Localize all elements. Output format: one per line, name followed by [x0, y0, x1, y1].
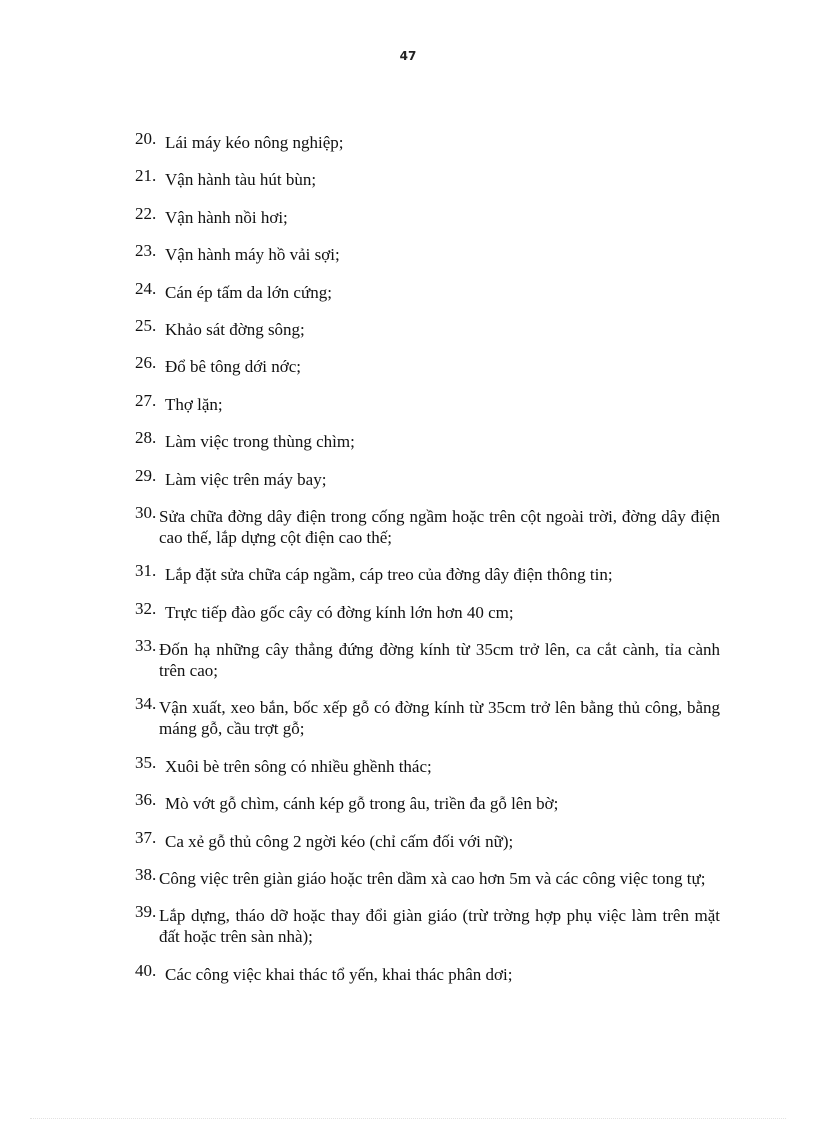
item-text: Đốn hạ những cây thẳng đứng đờng kính từ 35cm trở lên, ca cắt cành, tỉa cành trên cao;	[159, 640, 720, 681]
item-text: Ca xẻ gỗ thủ công 2 ngời kéo (chỉ cấm đối với nữ);	[165, 831, 514, 851]
list-item	[135, 315, 720, 340]
numbered-list	[135, 129, 720, 1001]
item-number: 27.	[135, 390, 157, 410]
list-item	[135, 865, 720, 889]
list-item	[135, 203, 720, 228]
list-item	[135, 428, 720, 452]
page-bottom-divider	[30, 1118, 786, 1119]
list-item	[135, 752, 720, 777]
item-number: 28.	[135, 428, 157, 448]
list-item	[135, 129, 720, 153]
item-number: 26.	[135, 353, 157, 373]
list-item	[135, 353, 720, 377]
item-number: 32.	[135, 598, 157, 618]
list-item	[135, 465, 720, 490]
item-number: 34.	[135, 694, 157, 714]
item-text: Vận hành máy hồ vải sợi;	[165, 245, 340, 265]
list-item	[135, 902, 720, 947]
item-number: 36.	[135, 790, 157, 810]
list-item	[135, 636, 720, 681]
item-text: Xuôi bè trên sông có nhiều ghềnh thác;	[165, 756, 432, 776]
item-text: Vận hành nồi hơi;	[165, 207, 288, 227]
list-item	[135, 241, 720, 265]
list-item	[135, 502, 720, 548]
item-text: Thợ lặn;	[165, 394, 223, 414]
item-text: Lắp đặt sửa chữa cáp ngầm, cáp treo của đờng dây điện thông tin;	[165, 565, 613, 585]
item-text: Trực tiếp đào gốc cây có đờng kính lớn hơn 40 cm;	[165, 602, 514, 622]
item-number: 24.	[135, 278, 157, 298]
item-number: 35.	[135, 752, 157, 772]
item-number: 40.	[135, 960, 157, 980]
item-text: Vận xuất, xeo bắn, bốc xếp gỗ có đờng kính từ 35cm trở lên bằng thủ công, bằng máng gỗ, cầu trợt gỗ;	[159, 698, 720, 739]
list-item	[135, 166, 720, 190]
item-text: Mò vớt gỗ chìm, cánh kép gỗ trong âu, triền đa gỗ lên bờ;	[165, 794, 559, 814]
list-item	[135, 790, 720, 814]
list-item	[135, 827, 720, 852]
item-text: Công việc trên giàn giáo hoặc trên dầm xà cao hơn 5m và các công việc tong tự;	[159, 869, 706, 889]
item-number: 30.	[135, 502, 157, 522]
item-text: Làm việc trong thùng chìm;	[165, 432, 355, 452]
item-text: Sửa chữa đờng dây điện trong cống ngầm hoặc trên cột ngoài trời, đờng dây điện cao thế, lắp dựng cột điện cao thế;	[159, 506, 720, 547]
item-number: 38.	[135, 865, 157, 885]
item-number: 37.	[135, 827, 157, 847]
item-number: 20.	[135, 129, 157, 148]
item-text: Vận hành tàu hút bùn;	[165, 170, 317, 190]
item-text: Lắp dựng, tháo dỡ hoặc thay đổi giàn giáo (trừ trờng hợp phụ việc làm trên mặt đất hoặc trên sàn nhà);	[159, 906, 720, 947]
item-number: 39.	[135, 902, 157, 922]
list-item	[135, 561, 720, 585]
list-item	[135, 278, 720, 303]
item-number: 33.	[135, 636, 157, 656]
list-item	[135, 694, 720, 739]
item-text: Các công việc khai thác tổ yến, khai thác phân dơi;	[165, 964, 513, 984]
item-text: Cán ép tấm da lớn cứng;	[165, 282, 332, 302]
page-number: 47	[399, 49, 417, 63]
list-item	[135, 960, 720, 985]
item-text: Khảo sát đờng sông;	[165, 319, 305, 339]
list-item	[135, 390, 720, 415]
item-number: 31.	[135, 561, 157, 581]
item-number: 25.	[135, 315, 157, 335]
item-number: 29.	[135, 465, 157, 485]
item-text: Lái máy kéo nông nghiệp;	[165, 133, 344, 152]
item-text: Đổ bê tông dới nớc;	[165, 357, 302, 377]
item-number: 21.	[135, 166, 157, 186]
list-item	[135, 598, 720, 623]
item-number: 22.	[135, 203, 157, 223]
item-text: Làm việc trên máy bay;	[165, 469, 327, 489]
item-number: 23.	[135, 241, 157, 261]
